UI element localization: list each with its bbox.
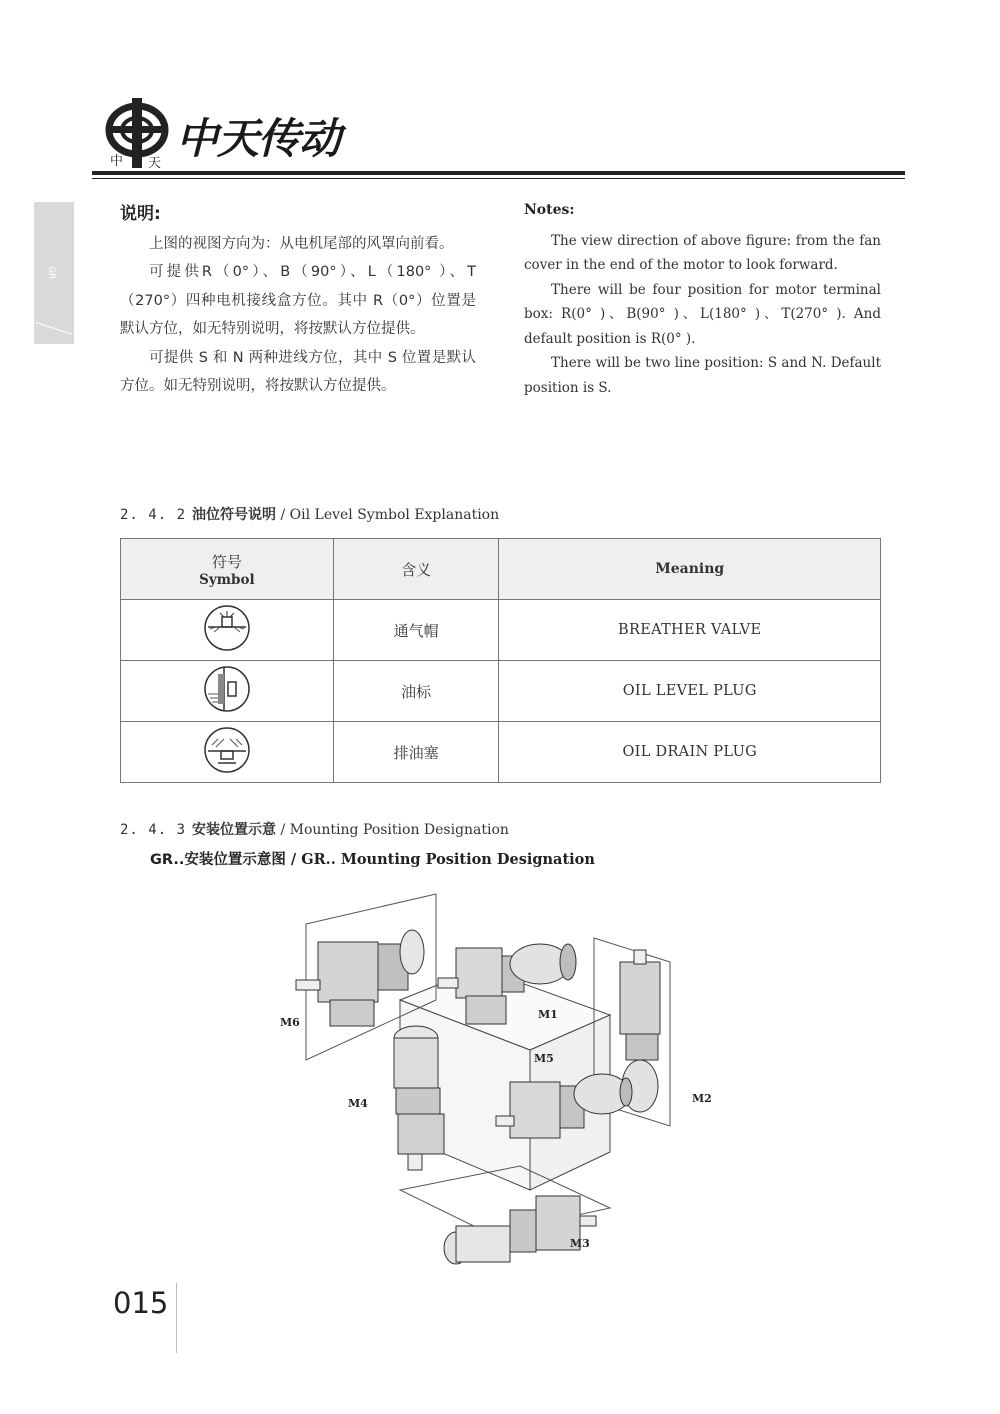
notes-cn-paragraph: 上图的视图方向为：从电机尾部的风罩向前看。 (149, 235, 454, 252)
header-rule-thin (92, 178, 905, 179)
brand-name: 中天传动 (176, 114, 341, 163)
label-m3: M3 (570, 1237, 590, 1250)
section-heading-oil-level (120, 504, 499, 524)
page-number: 015 (113, 1286, 169, 1320)
label-m5: M5 (534, 1052, 554, 1065)
diagram-subheading-cn: GR..安装位置示意图 (150, 852, 286, 868)
symbol-cell (121, 661, 334, 722)
section-heading-mounting (120, 819, 509, 839)
oil-symbol-table (120, 538, 881, 783)
meaning-cn-cell: 油标 (333, 661, 499, 722)
header-meaning-en: Meaning (499, 539, 881, 600)
meaning-cn-cell: 排油塞 (333, 722, 499, 783)
notes-cn-title: 说明: (120, 204, 161, 224)
header-meaning-cn: 含义 (333, 539, 499, 600)
section-title-cn: 安装位置示意 (192, 822, 277, 838)
section-number: 2. 4. 2 (120, 507, 187, 523)
notes-chinese (120, 200, 476, 401)
notes-english (524, 198, 881, 400)
logo-char-zhong: 中 (110, 154, 124, 169)
notes-cn-paragraph: 可提供 S 和 N 两种进线方位，其中 S 位置是默认方位。如无特别说明，将按默认方位提供。 (120, 349, 476, 394)
side-tab-label: GR (46, 266, 56, 280)
notes-en-paragraph: The view direction of above figure: from the fan cover in the end of the motor to look forward. (524, 232, 881, 273)
symbol-cell (121, 600, 334, 661)
header-symbol-en: Symbol (199, 571, 255, 588)
notes-cn-paragraph: 可提供R（0°）、B（90°）、L（180° ）、T（270°）四种电机接线盒方位。其中 R（0°）位置是默认方位，如无特别说明，将按默认方位提供。 (120, 264, 476, 337)
table-header-row (121, 539, 881, 600)
diagram-subheading (150, 848, 595, 869)
oil-drain-plug-icon (202, 725, 252, 775)
label-m6: M6 (280, 1016, 300, 1029)
notes-en-paragraph: There will be two line position: S and N. Default position is S. (524, 355, 881, 396)
gearmotor-m3 (444, 1196, 596, 1264)
notes-en-paragraph: There will be four position for motor terminal box: R(0° )、B(90° )、L(180° )、T(270° ). And default position is R(0° ). (524, 281, 881, 347)
header-symbol-cn: 符号 (211, 552, 242, 571)
logo-char-tian: 天 (148, 156, 162, 171)
meaning-cn-cell: 通气帽 (333, 600, 499, 661)
label-m2: M2 (692, 1092, 712, 1105)
footer-rule (176, 1283, 177, 1353)
table-row (121, 661, 881, 722)
oil-level-plug-icon (202, 664, 252, 714)
mounting-position-diagram (270, 890, 740, 1270)
label-m4: M4 (348, 1097, 368, 1110)
section-number: 2. 4. 3 (120, 822, 187, 838)
header-rule-thick (92, 171, 905, 175)
header-symbol (121, 539, 334, 600)
meaning-en-cell: BREATHER VALVE (499, 600, 881, 661)
section-title-cn: 油位符号说明 (192, 507, 277, 523)
meaning-en-cell: OIL LEVEL PLUG (499, 661, 881, 722)
table-row (121, 600, 881, 661)
label-m1: M1 (538, 1008, 558, 1021)
table-row (121, 722, 881, 783)
breather-valve-icon (202, 603, 252, 653)
section-title-en: / Oil Level Symbol Explanation (276, 507, 500, 523)
meaning-en-cell: OIL DRAIN PLUG (499, 722, 881, 783)
diagram-subheading-en: / GR.. Mounting Position Designation (285, 851, 595, 868)
section-title-en: / Mounting Position Designation (276, 822, 509, 838)
gearmotor-m4 (394, 1026, 444, 1170)
symbol-cell (121, 722, 334, 783)
notes-en-title: Notes: (524, 202, 575, 218)
